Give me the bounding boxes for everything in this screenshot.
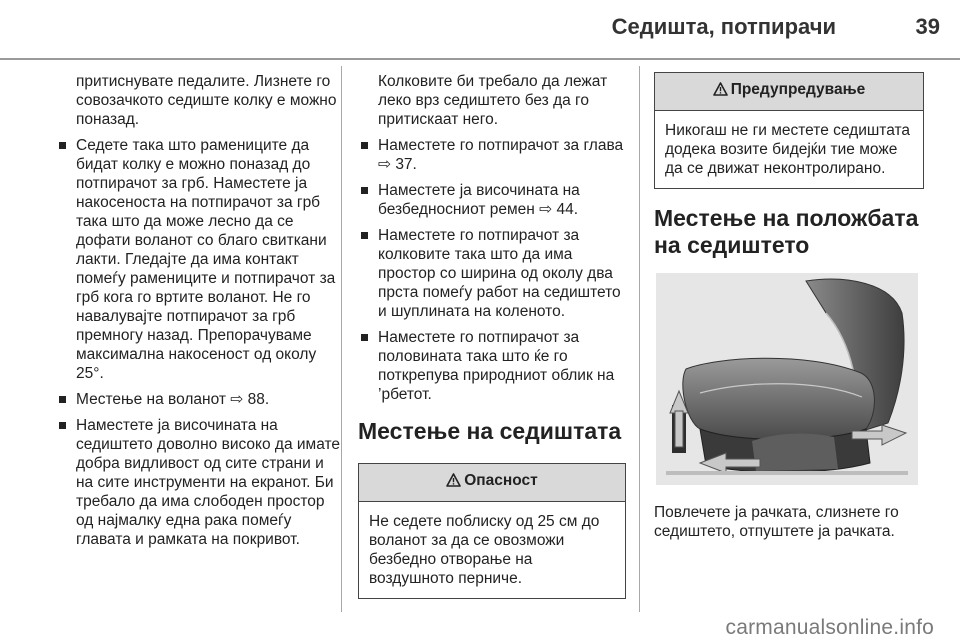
warning-triangle-icon [713,82,728,101]
column-divider-right [639,66,640,612]
danger-box-header [359,464,625,502]
reference-arrow-icon: ⇨ [378,156,391,173]
danger-box-text: Не седете поблиску од 25 см до воланот за да се овозможи безбедно отворање на воздушното перниче. [369,513,600,587]
warning-box-text: Никогаш не ги местете седиштата додека возите бидејќи тие може да се движат неконтролирано. [665,122,911,177]
section-heading: Местење на положбата на седиштето [654,205,919,258]
page-number: 39 [915,14,940,39]
column-right [654,72,924,548]
header-divider [0,58,960,60]
warning-box [654,72,924,189]
list-item: Наместете ја височината на седиштето доволно високо да имате добра видливост од сите страни и на сите инструменти на екранот. Би требало да има слободен простор од најмалку една рака помеѓу главата и рамката на покривот. [56,416,340,549]
danger-box [358,463,626,599]
list-item-text: Наместете ја височината на безбедносниот ремен [378,182,580,218]
warning-triangle-icon [446,473,461,492]
column-divider-left [341,66,342,612]
warning-box-title: Предупредување [730,81,866,98]
page-reference[interactable]: 44. [556,201,579,218]
list-item: Седете така што рамениците да бидат колку е можно поназад до потпирачот за грб. Наместете ја накосеноста на потпирачот за грб така што да може лесно да се дофати воланот со благо свиткани лакти. Гледајте да има контакт помеѓу рамениците и потпирачот за грб кога го вртите воланот. Не го навалувајте потпирачот за грб премногу назад. Препорачуваме максимална накосеност од околу 25°. [56,136,340,383]
danger-box-title: Опасност [464,472,538,489]
list-item-text: Местење на воланот [76,391,226,408]
list-item: Наместете го потпирачот за колковите така што да има простор со ширина од околу два прста помеѓу работ на седиштето и шуплината на коленото. [358,226,626,321]
watermark: carmanualsonline.info [725,616,934,639]
intro-paragraph: Колковите би требало да лежат леко врз седиштето без да го притискаат него. [378,73,608,128]
figure-caption: Повлечете ја рачката, слизнете го седиштето, отпуштете ја рачката. [654,504,899,540]
reference-arrow-icon: ⇨ [539,201,553,218]
list-item: Наместете го потпирачот за половината така што ќе го поткрепува природниот облик на ’рбетот. [358,328,626,404]
column-middle [358,72,626,613]
page-reference[interactable]: 37. [395,156,417,173]
list-item [358,181,626,219]
list-item [56,390,340,409]
seat-adjustment-illustration [656,273,918,485]
list-item-text: Наместете го потпирачот за глава [378,137,624,154]
page-reference[interactable]: 88. [247,391,270,408]
section-title: Седишта, потпирачи [611,14,836,39]
list-item [358,136,626,174]
intro-paragraph: притиснувате педалите. Лизнете го совозачкото седиште колку е можно поназад. [76,73,337,128]
reference-arrow-icon: ⇨ [230,391,244,408]
section-heading: Местење на седиштата [358,418,622,444]
column-left [56,72,340,556]
warning-box-header [655,73,923,111]
